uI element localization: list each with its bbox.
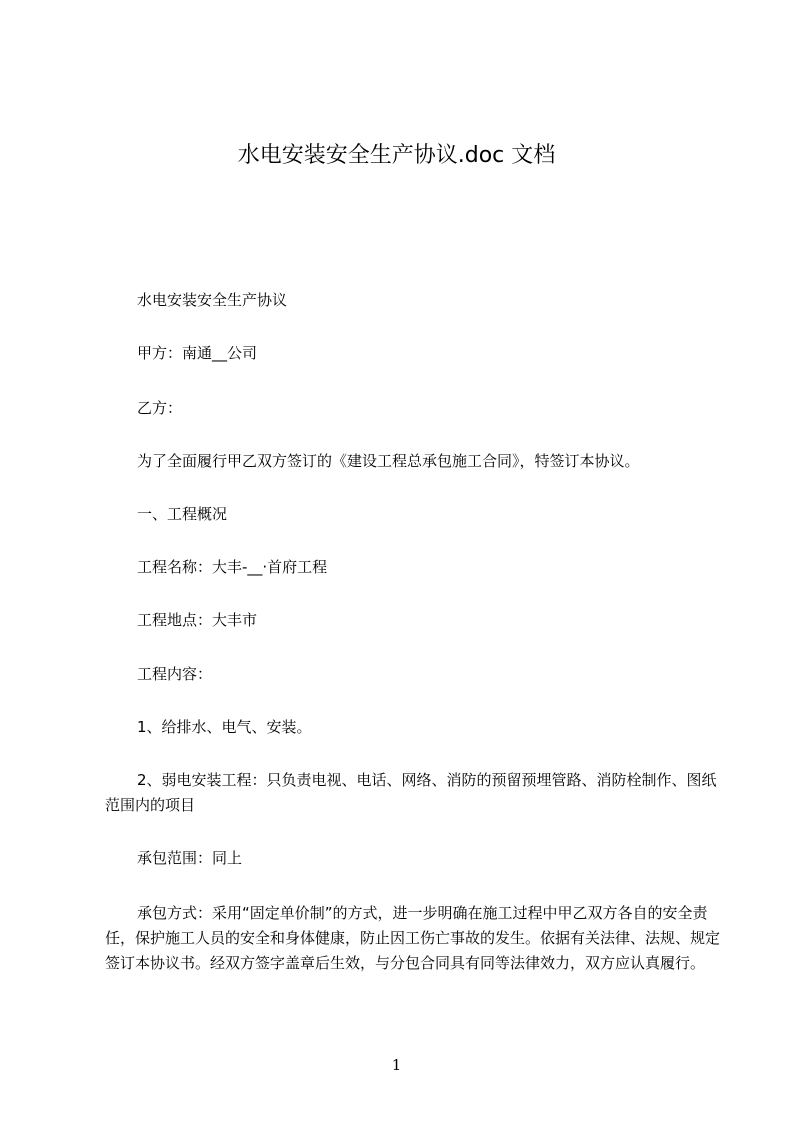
paragraph-purpose: 为了全面履行甲乙双方签订的《建设工程总承包施工合同》，特签订本协议。 [137, 452, 640, 470]
paragraph-agreement-heading: 水电安装安全生产协议 [137, 291, 288, 309]
paragraph-project-content: 工程内容： [137, 665, 213, 683]
paragraph-party-b: 乙方： [137, 399, 183, 417]
paragraph-project-name: 工程名称：大丰-__·首府工程 [137, 558, 328, 576]
page-number: 1 [391, 1056, 402, 1074]
document-title: 水电安装安全生产协议.doc 文档 [237, 143, 556, 168]
paragraph-project-location: 工程地点：大丰市 [137, 611, 258, 629]
paragraph-contract-method: 承包方式：采用“固定单价制”的方式，进一步明确在施工过程中甲乙双方各自的安全责任，保护施工人员的安全和身体健康，防止因工伤亡事故的发生。依据有关法律、法规、规定签订本协议书。经双方签字盖章后生效，与分包合同具有同等法律效力，双方应认真履行。 [105, 904, 721, 972]
paragraph-section-overview: 一、工程概况 [137, 505, 228, 523]
paragraph-item-1: 1、给排水、电气、安装。 [137, 718, 312, 736]
paragraph-item-2: 2、弱电安装工程：只负责电视、电话、网络、消防的预留预埋管路、消防栓制作、图纸范围内的项目 [105, 771, 717, 814]
paragraph-contract-scope: 承包范围：同上 [137, 849, 243, 867]
paragraph-party-a: 甲方：南通__公司 [137, 344, 258, 362]
